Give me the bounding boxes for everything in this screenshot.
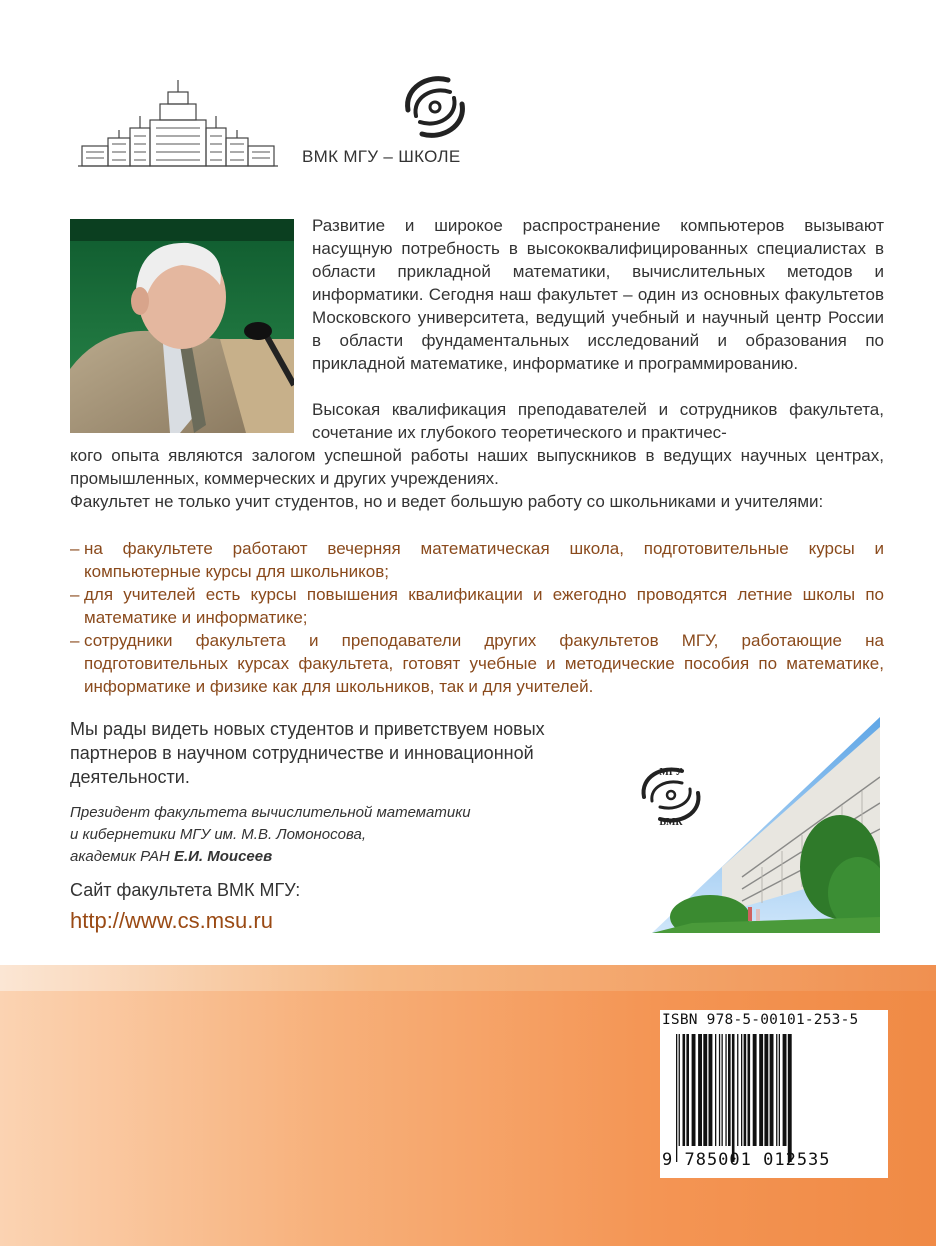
bullet-dash: –	[70, 539, 80, 558]
barcode-bar	[737, 1034, 738, 1146]
intro-paragraph-3: Факультет не только учит студентов, но и ведет большую работу со школьниками и учителями:	[70, 492, 824, 511]
welcome-text: Мы рады видеть новых студентов и приветствуем новых партнеров в научном сотрудничестве и инновационной деятельности.	[70, 719, 545, 787]
barcode-bar	[744, 1034, 747, 1146]
site-label: Сайт факультета ВМК МГУ:	[70, 880, 301, 900]
barcode-bar	[776, 1034, 777, 1146]
signature-name: Е.И. Моисеев	[173, 848, 273, 865]
orange-band-stripe	[0, 965, 936, 991]
barcode-bar	[698, 1034, 702, 1146]
vmk-emblem-icon	[398, 70, 472, 144]
logo-bottom-text: ВМК	[659, 817, 683, 828]
signature-line-2: и кибернетики МГУ им. М.В. Ломоносова,	[70, 826, 366, 843]
barcode-bar	[683, 1034, 686, 1146]
barcode-bar	[759, 1034, 763, 1146]
barcode-icon	[666, 1034, 882, 1166]
barcode-bar	[692, 1034, 696, 1146]
bullet-dash: –	[70, 631, 80, 650]
list-item	[70, 537, 884, 583]
barcode-bar	[709, 1034, 713, 1146]
barcode-bar	[686, 1034, 689, 1146]
signature-line-1: Президент факультета вычислительной математики	[70, 804, 471, 821]
logo-top-text: МГУ	[659, 767, 683, 778]
barcode-bar	[764, 1034, 768, 1146]
barcode-bar	[676, 1034, 677, 1162]
bullet-text: сотрудники факультета и преподаватели других факультетов МГУ, работающие на подготовительных курсах факультета, готовят учебные и методические пособия по математике, информатике и физике как для школьников, так и для учителей.	[84, 631, 884, 696]
barcode-bar	[719, 1034, 720, 1146]
barcode-bar	[788, 1034, 792, 1162]
barcode-digits: 9 785001 012535	[662, 1150, 831, 1170]
speaker-photo	[70, 219, 294, 433]
barcode-bar	[783, 1034, 787, 1146]
signature-line-3	[70, 846, 610, 868]
site-url-link[interactable]: http://www.cs.msu.ru	[70, 908, 273, 933]
barcode-bar	[779, 1034, 780, 1146]
msu-skyline-icon	[78, 80, 278, 170]
barcode-bar	[722, 1034, 723, 1146]
barcode-bar	[770, 1034, 774, 1146]
bullet-text: на факультете работают вечерняя математическая школа, подготовительные курсы и компьютерные курсы для школьников;	[84, 539, 884, 581]
msu-vmk-logo-icon	[636, 761, 706, 829]
barcode-bar	[728, 1034, 731, 1146]
list-item	[70, 583, 884, 629]
intro-paragraph-2a: Высокая квалификация преподавателей и сотрудников факультета, сочетание их глубокого теоретического и практичес-	[312, 400, 884, 442]
barcode-bar	[732, 1034, 735, 1162]
barcode-bar	[679, 1034, 680, 1146]
bullet-dash: –	[70, 585, 80, 604]
signature-block	[70, 802, 610, 868]
intro-paragraph-1: Развитие и широкое распространение компьютеров вызывают насущную потребность в высококвалифицированных специалистах в области прикладной математики, вычислительных методов и информатики. Сегодня наш факультет – один из основных факультетов Московского университета, ведущий учебный и научный центр России в области фундаментальных исследований и образования по прикладной математике, информатике и программированию.	[312, 216, 884, 373]
barcode-bar	[748, 1034, 751, 1146]
barcode-bar	[725, 1034, 726, 1146]
barcode-bar	[753, 1034, 757, 1146]
signature-title: академик РАН	[70, 848, 174, 865]
barcode-bar	[741, 1034, 742, 1146]
barcode-bar	[715, 1034, 716, 1146]
barcode-bar	[703, 1034, 707, 1146]
bullet-text: для учителей есть курсы повышения квалификации и ежегодно проводятся летние школы по математике и информатике;	[84, 585, 884, 627]
brand-label: ВМК МГУ – ШКОЛЕ	[302, 147, 461, 166]
list-item	[70, 629, 884, 698]
isbn-label: ISBN 978-5-00101-253-5	[662, 1012, 859, 1028]
intro-paragraph-2b: кого опыта являются залогом успешной работы наших выпускников в ведущих научных центрах, промышленных, коммерческих и других учреждениях.	[70, 446, 884, 488]
